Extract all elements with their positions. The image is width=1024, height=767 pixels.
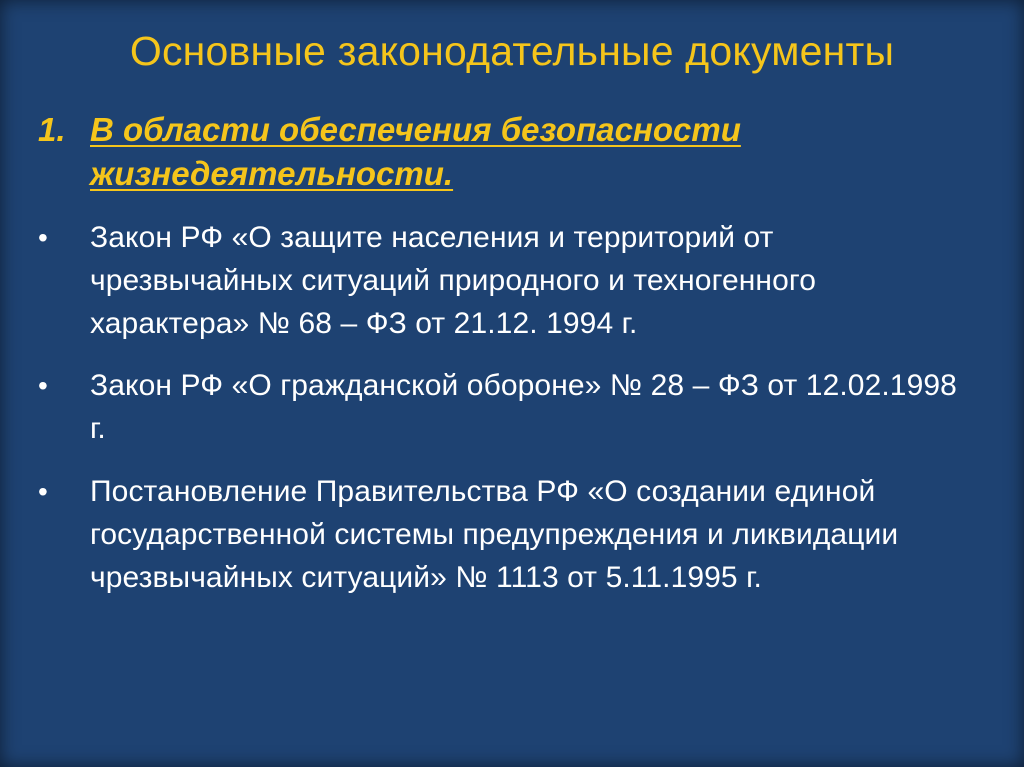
section-heading-text: В области обеспечения безопасности жизнедеятельности. — [90, 111, 741, 192]
bullet-icon: • — [38, 222, 48, 253]
section-number: 1. — [38, 111, 66, 148]
list-item-text: Закон РФ «О защите населения и территорий от чрезвычайных ситуаций природного и техногенного характера» № 68 – ФЗ от 21.12. 1994 г. — [90, 221, 817, 340]
bullet-icon: • — [38, 476, 48, 507]
slide-title: Основные законодательные документы — [129, 28, 895, 74]
list-item-text: Закон РФ «О гражданской обороне» № 28 – ФЗ от 12.02.1998 г. — [90, 369, 957, 445]
bullet-icon: • — [38, 370, 48, 401]
list-item-text: Постановление Правительства РФ «О создании единой государственной системы предупреждения и ликвидации чрезвычайных ситуаций» № 1113 от 5.11.1995 г. — [90, 475, 899, 594]
